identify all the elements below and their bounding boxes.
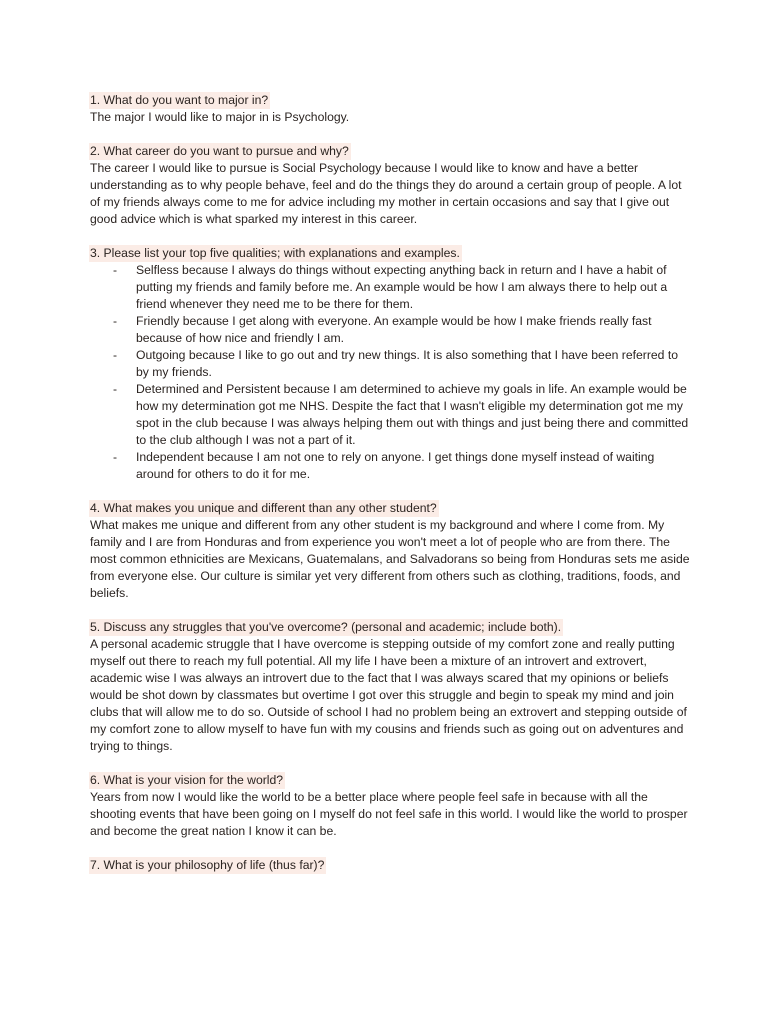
list-bullet: -: [113, 382, 118, 396]
question-heading: 7. What is your philosophy of life (thus far)?: [90, 858, 325, 872]
list-item-text: Determined and Persistent because I am determined to achieve my goals in life. An example would be how my determination got me NHS. Despite the fact that I wasn't eligible my determination got me my spot in the club because I was always helping them out with things and just being there and committed to the club although I was not a part of it.: [136, 382, 689, 447]
answer-text: The career I would like to pursue is Social Psychology because I would like to know and have a better understanding as to why people behave, feel and do the things they do around a certain group of people. A lot of my friends always come to me for advice including my mother in certain occasions and say that I give out good advice which is what sparked my interest in this career.: [90, 161, 682, 226]
list-bullet: -: [113, 348, 118, 362]
list-item: [90, 347, 690, 381]
list-item-text: Selfless because I always do things without expecting anything back in return and I have a habit of putting my friends and family before me. An example would be how I am always there to help out a friend whenever they need me to be there for them.: [136, 263, 668, 311]
list-item-text: Outgoing because I like to go out and try new things. It is also something that I have been referred to by my friends.: [136, 348, 678, 379]
section-philosophy: [90, 857, 690, 874]
answer-text: The major I would like to major in is Psychology.: [90, 110, 350, 124]
question-heading: 2. What career do you want to pursue and why?: [90, 144, 349, 158]
question-heading: 6. What is your vision for the world?: [90, 773, 284, 787]
question-heading: 5. Discuss any struggles that you've overcome? (personal and academic; include both).: [90, 620, 562, 634]
list-item: [90, 381, 690, 449]
list-bullet: -: [113, 314, 118, 328]
list-item-text: Independent because I am not one to rely on anyone. I get things done myself instead of waiting around for others to do it for me.: [136, 450, 655, 481]
answer-text: A personal academic struggle that I have overcome is stepping outside of my comfort zone and really putting myself out there to reach my full potential. All my life I have been a mixture of an introvert and extrovert, academic wise I was always an introvert due to the fact that I was always scared that my opinions or beliefs would be shot down by classmates but overtime I got over this struggle and begin to speak my mind and join clubs that will allow me to do so. Outside of school I had no problem being an extrovert and stepping outside of my comfort zone to allow myself to have fun with my cousins and friends such as going out on adventures and trying to things.: [90, 637, 687, 753]
section-vision: [90, 772, 690, 840]
answer-text: What makes me unique and different from any other student is my background and where I come from. My family and I are from Honduras and from experience you won't meet a lot of people who are from there. The most common ethnicities are Mexicans, Guatemalans, and Salvadorans so being from Honduras sets me aside from everyone else. Our culture is similar yet very different from others such as clothing, traditions, foods, and beliefs.: [90, 518, 690, 600]
list-item: [90, 313, 690, 347]
section-unique: [90, 500, 690, 602]
qualities-list: [90, 262, 690, 483]
list-item: [90, 449, 690, 483]
question-heading: 1. What do you want to major in?: [90, 93, 269, 107]
document-body: [90, 92, 690, 891]
section-qualities: [90, 245, 690, 483]
question-heading: 4. What makes you unique and different than any other student?: [90, 501, 437, 515]
list-bullet: -: [113, 450, 118, 464]
section-major: [90, 92, 690, 126]
list-item: [90, 262, 690, 313]
list-item-text: Friendly because I get along with everyone. An example would be how I make friends really fast because of how nice and friendly I am.: [136, 314, 652, 345]
question-heading: 3. Please list your top five qualities; with explanations and examples.: [90, 246, 460, 260]
answer-text: Years from now I would like the world to be a better place where people feel safe in because with all the shooting events that have been going on I myself do not feel safe in this world. I would like the world to prosper and become the great nation I know it can be.: [90, 790, 688, 838]
section-struggles: [90, 619, 690, 755]
section-career: [90, 143, 690, 228]
list-bullet: -: [113, 263, 118, 277]
